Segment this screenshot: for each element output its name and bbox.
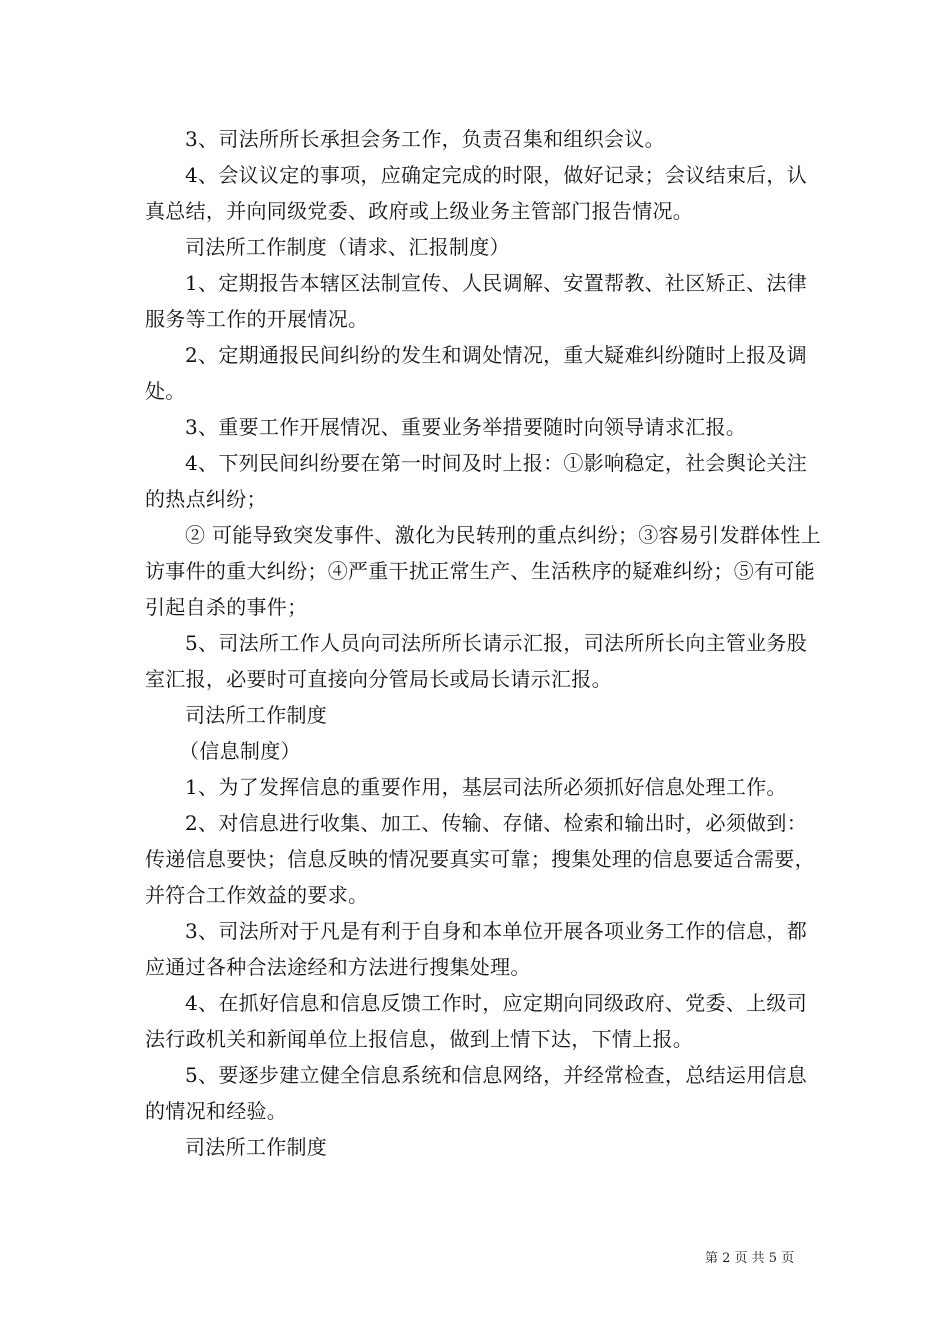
paragraph-info-2: 2、对信息进行收集、加工、传输、存储、检索和输出时，必须做到：传递信息要快；信息反映的情况要真实可靠；搜集处理的信息要适合需要，并符合工作效益的要求。 xyxy=(145,811,815,907)
section-heading-report-system: 司法所工作制度（请求、汇报制度） xyxy=(185,235,510,259)
paragraph-report-4: 4、下列民间纠纷要在第一时间及时上报：①影响稳定，社会舆论关注的热点纠纷； xyxy=(145,451,808,511)
paragraph-report-5: 5、司法所工作人员向司法所所长请示汇报，司法所所长向主管业务股室汇报，必要时可直接向分管局长或局长请示汇报。 xyxy=(145,631,808,691)
paragraph-report-3: 3、重要工作开展情况、重要业务举措要随时向领导请求汇报。 xyxy=(185,415,747,439)
page-number-footer: 第 2 页 共 5 页 xyxy=(705,1251,795,1266)
section-heading-info-system: 司法所工作制度 xyxy=(185,703,328,727)
document-body xyxy=(145,121,825,1165)
paragraph-info-4: 4、在抓好信息和信息反馈工作时，应定期向同级政府、党委、上级司法行政机关和新闻单位上报信息，做到上情下达，下情上报。 xyxy=(145,991,808,1051)
paragraph-meeting-4: 4、会议议定的事项，应确定完成的时限，做好记录；会议结束后，认真总结，并向同级党委、政府或上级业务主管部门报告情况。 xyxy=(145,163,808,223)
paragraph-info-3: 3、司法所对于凡是有利于自身和本单位开展各项业务工作的信息，都应通过各种合法途经和方法进行搜集处理。 xyxy=(145,919,808,979)
section-subheading-info-system: （信息制度） xyxy=(179,739,301,763)
paragraph-meeting-3: 3、司法所所长承担会务工作，负责召集和组织会议。 xyxy=(185,127,665,151)
paragraph-report-1: 1、定期报告本辖区法制宣传、人民调解、安置帮教、社区矫正、法律服务等工作的开展情况。 xyxy=(145,271,808,331)
section-heading-next: 司法所工作制度 xyxy=(185,1135,328,1159)
paragraph-report-4-continued: ② 可能导致突发事件、激化为民转刑的重点纠纷；③容易引发群体性上访事件的重大纠纷；④严重干扰正常生产、生活秩序的疑难纠纷；⑤有可能引起自杀的事件； xyxy=(145,523,821,619)
paragraph-info-5: 5、要逐步建立健全信息系统和信息网络，并经常检查，总结运用信息的情况和经验。 xyxy=(145,1063,808,1123)
paragraph-info-1: 1、为了发挥信息的重要作用，基层司法所必须抓好信息处理工作。 xyxy=(185,775,787,799)
paragraph-report-2: 2、定期通报民间纠纷的发生和调处情况，重大疑难纠纷随时上报及调处。 xyxy=(145,343,808,403)
